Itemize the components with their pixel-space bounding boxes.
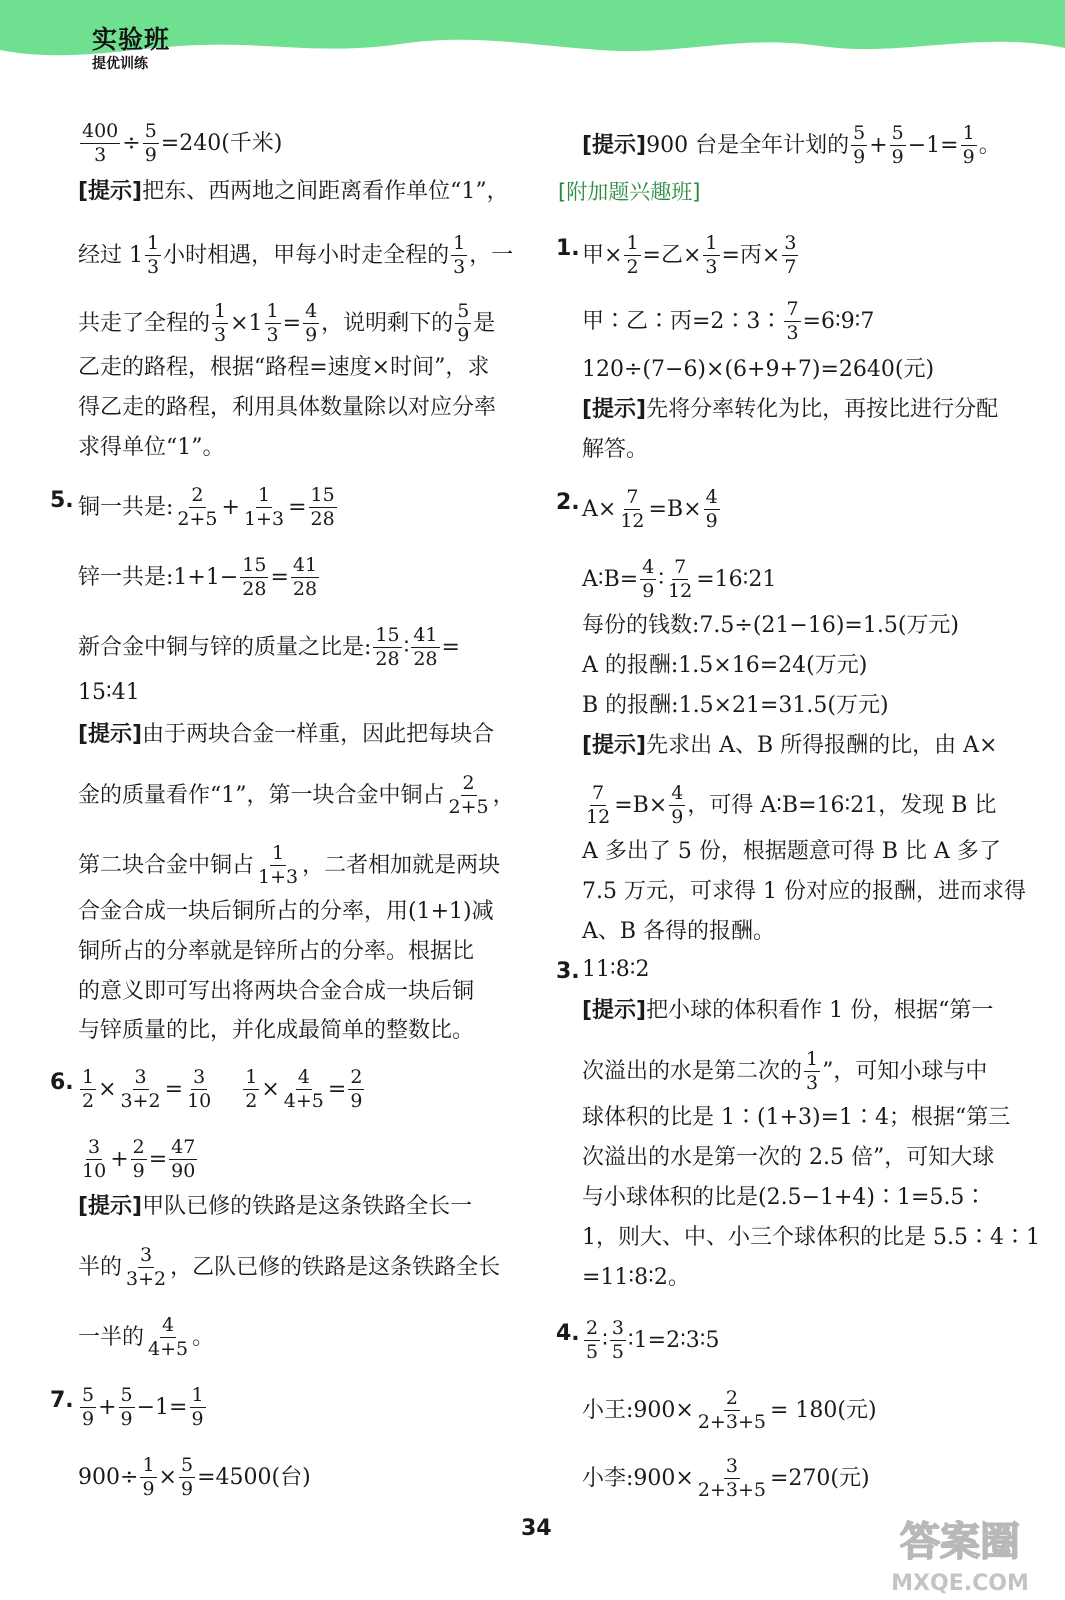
hint-line: 半的 $\frac{3}{3+2}$ ，乙队已修的铁路是这条铁路全长 bbox=[78, 1244, 501, 1290]
hint-line: 经过 1 $\frac{1}{3}$ 小时相遇，甲每小时走全程的 $\frac{1}{3}$ ，一 bbox=[78, 232, 514, 278]
brand-main: 实验班 bbox=[92, 25, 171, 54]
hint-line: 球体积的比是 1∶(1+3)=1∶4；根据“第三 bbox=[582, 1105, 1011, 1130]
hint-line: [提示]先将分率转化为比，再按比进行分配 bbox=[582, 397, 999, 422]
brand-logo bbox=[92, 26, 170, 72]
answer-line: $\frac{2}{5}$ ∶ $\frac{3}{5}$ ∶1=2∶3∶5 bbox=[586, 1317, 720, 1363]
watermark-top: 答案圈 bbox=[900, 1519, 1020, 1565]
watermark-logo bbox=[870, 1505, 1050, 1600]
hint-line: [提示]把东、西两地之间距离看作单位“1”， bbox=[78, 179, 509, 204]
hint-line: A、B 各得的报酬。 bbox=[582, 919, 776, 944]
hint-line: 次溢出的水是第一次的 2.5 倍”，可知大球 bbox=[582, 1145, 995, 1170]
hint-line: $\frac{7}{12}$ =B× $\frac{4}{9}$ ，可得 A∶B=16∶21，发现 B 比 bbox=[586, 782, 997, 828]
question-number: 3. bbox=[556, 959, 580, 984]
page-number: 34 bbox=[521, 1516, 552, 1541]
answer-line: 小李:900× $\frac{3}{2+3+5}$ =270(元) bbox=[582, 1455, 870, 1501]
question-number: 4. bbox=[556, 1321, 580, 1346]
hint-line: 乙走的路程，根据“路程=速度×时间”，求 bbox=[78, 355, 490, 380]
hint-line: [提示]900 台是全年计划的 $\frac{5}{9}$ + $\frac{5}{9}$ −1= $\frac{1}{9}$ 。 bbox=[582, 122, 1001, 168]
hint-line: 第二块合金中铜占 $\frac{1}{1+3}$ ，二者相加就是两块 bbox=[78, 842, 501, 888]
answer-line: 小王:900× $\frac{2}{2+3+5}$ = 180(元) bbox=[582, 1387, 877, 1433]
hint-line: [提示]由于两块合金一样重，因此把每块合 bbox=[78, 722, 495, 747]
hint-line: 与小球体积的比是(2.5−1+4)∶1=5.5∶ bbox=[582, 1185, 987, 1210]
hint-line: A 多出了 5 份，根据题意可得 B 比 A 多了 bbox=[582, 839, 1001, 864]
answer-line: 甲× $\frac{1}{2}$ =乙× $\frac{1}{3}$ =丙× $\frac{3}{7}$ bbox=[582, 232, 797, 278]
hint-line: [提示]把小球的体积看作 1 份，根据“第一 bbox=[582, 998, 994, 1023]
answer-line: 锌一共是:1+1− $\frac{15}{28}$ = $\frac{41}{28}$ bbox=[78, 554, 318, 600]
hint-line: 铜所占的分率就是锌所占的分率。根据比 bbox=[78, 939, 475, 964]
hint-line: [提示]甲队已修的铁路是这条铁路全长一 bbox=[78, 1194, 473, 1219]
answer-line: $\frac{400}{3}$ ÷ $\frac{5}{9}$ =240(千米) bbox=[82, 120, 283, 166]
answer-line: $\frac{1}{2}$ × $\frac{3}{3+2}$ = $\frac{3}{10}$ $\frac{1}{2}$ × $\frac{4}{4+5}$ = $\frac{2}{9}$ bbox=[82, 1066, 363, 1112]
answer-line: 11∶8∶2 bbox=[582, 957, 650, 982]
question-number: 1. bbox=[556, 236, 580, 261]
answer-line: 每份的钱数:7.5÷(21−16)=1.5(万元) bbox=[582, 613, 960, 638]
question-number: 6. bbox=[50, 1070, 74, 1095]
hint-line: =11∶8∶2。 bbox=[582, 1265, 690, 1290]
answer-line: B 的报酬:1.5×21=31.5(万元) bbox=[582, 693, 889, 718]
question-number: 5. bbox=[50, 488, 74, 513]
answer-line: 15∶41 bbox=[78, 680, 140, 705]
fraction: $\frac{400}{3}$ bbox=[82, 120, 119, 166]
hint-line: [提示]先求出 A、B 所得报酬的比，由 A× bbox=[582, 733, 998, 758]
hint-line: 次溢出的水是第二次的 $\frac{1}{3}$ ”，可知小球与中 bbox=[582, 1048, 988, 1094]
hint-line: 1，则大、中、小三个球体积的比是 5.5∶4∶1 bbox=[582, 1225, 1040, 1250]
brand-sub: 提优训练 bbox=[92, 56, 148, 72]
answer-line: A 的报酬:1.5×16=24(万元) bbox=[582, 653, 868, 678]
hint-line: 共走了全程的 $\frac{1}{3}$ ×1 $\frac{1}{3}$ = $\frac{4}{9}$ ，说明剩下的 $\frac{5}{9}$ 是 bbox=[78, 300, 496, 346]
answer-line: A∶B= $\frac{4}{9}$ ∶ $\frac{7}{12}$ =16∶21 bbox=[582, 556, 777, 602]
hint-line: 得乙走的路程，利用具体数量除以对应分率 bbox=[78, 395, 497, 420]
answer-line: $\frac{5}{9}$ + $\frac{5}{9}$ −1= $\frac{1}{9}$ bbox=[82, 1384, 204, 1430]
hint-line: 解答。 bbox=[582, 437, 649, 462]
answer-line: 新合金中铜与锌的质量之比是: $\frac{15}{28}$ ∶ $\frac{41}{28}$ = bbox=[78, 624, 460, 670]
hint-line: 求得单位“1”。 bbox=[78, 435, 225, 460]
hint-line: 的意义即可写出将两块合金合成一块后铜 bbox=[78, 979, 475, 1004]
question-number: 7. bbox=[50, 1388, 74, 1413]
fraction: $\frac{5}{9}$ bbox=[144, 120, 157, 166]
hint-line: 合金合成一块后铜所占的分率，用(1+1)减 bbox=[78, 899, 494, 924]
answer-line: $\frac{3}{10}$ + $\frac{2}{9}$ = $\frac{47}{90}$ bbox=[82, 1136, 196, 1182]
section-heading: [附加题兴趣班] bbox=[558, 180, 701, 204]
answer-line: 铜一共是: $\frac{2}{2+5}$ + $\frac{1}{1+3}$ = $\frac{15}{28}$ bbox=[78, 484, 335, 530]
answer-line: 900÷ $\frac{1}{9}$ × $\frac{5}{9}$ =4500(台) bbox=[78, 1454, 311, 1500]
answer-line: 甲∶乙∶丙=2∶3∶ $\frac{7}{3}$ =6∶9∶7 bbox=[582, 298, 875, 344]
watermark-bottom: MXQE.COM bbox=[891, 1571, 1029, 1596]
answer-line: 120÷(7−6)×(6+9+7)=2640(元) bbox=[582, 357, 935, 382]
answer-line: A× $\frac{7}{12}$ =B× $\frac{4}{9}$ bbox=[582, 486, 718, 532]
question-number: 2. bbox=[556, 490, 580, 515]
hint-line: 与锌质量的比，并化成最简单的整数比。 bbox=[78, 1018, 475, 1043]
hint-line: 7.5 万元，可求得 1 份对应的报酬，进而求得 bbox=[582, 879, 1026, 904]
hint-line: 金的质量看作“1”，第一块合金中铜占 $\frac{2}{2+5}$ ， bbox=[78, 772, 515, 818]
hint-line: 一半的 $\frac{4}{4+5}$ 。 bbox=[78, 1314, 215, 1360]
